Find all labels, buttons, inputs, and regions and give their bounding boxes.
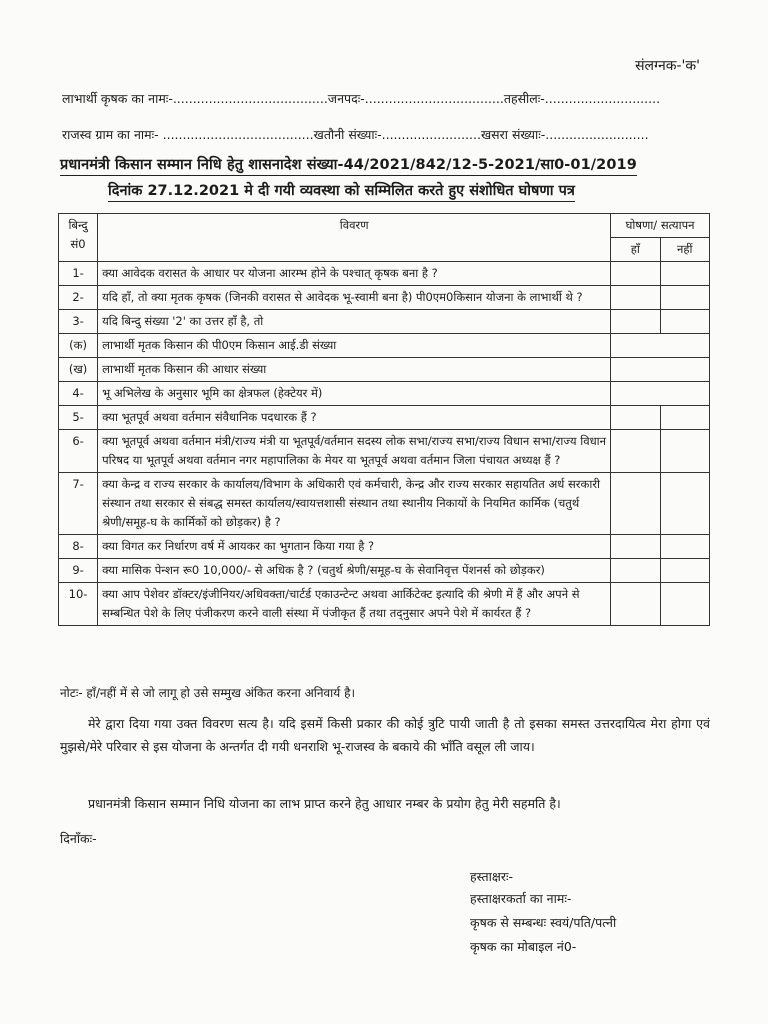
row-description: क्या विगत कर निर्धारण वर्ष में आयकर का भुगतान किया गया है ?: [98, 535, 611, 559]
yes-cell[interactable]: [611, 583, 660, 626]
note-text: नोटः- हाँ/नहीं में से जो लागू हो उसे सम्मुख अंकित करना अनिवार्य है।: [60, 686, 355, 700]
answer-cell[interactable]: [611, 382, 710, 406]
declaration-table: [58, 213, 710, 626]
yes-cell[interactable]: [611, 535, 660, 559]
signature-label: हस्ताक्षरः-: [470, 869, 513, 884]
aadhaar-consent-paragraph: प्रधानमंत्री किसान सम्मान निधि योजना का लाभ प्राप्त करने हेतु आधार नम्बर के प्रयोग हेतु मेरी सहमति है।: [88, 796, 561, 811]
table-row: [59, 583, 710, 626]
row-description: भू अभिलेख के अनुसार भूमि का क्षेत्रफल (हेक्टेयर में): [98, 382, 611, 406]
row-description: क्या भूतपूर्व अथवा वर्तमान संवैधानिक पदधारक हैं ?: [98, 406, 611, 430]
declaration-paragraph: मेरे द्वारा दिया गया उक्त विवरण सत्य है। यदि इसमें किसी प्रकार की कोई त्रुटि पायी जाती है तो इसका समस्त उत्तरदायित्व मेरा होगा एवं मुझसे/मेरे परिवार से इस योजना के अन्तर्गत दी गयी धनराशि भू-राजस्व के बकाये की भाँति वसूल ली जाय।: [60, 716, 710, 754]
col-header-description: विवरण: [98, 214, 611, 262]
answer-cell[interactable]: [611, 334, 710, 358]
yes-cell[interactable]: [611, 406, 660, 430]
row-description: क्या मासिक पेन्शन रू0 10,000/- से अधिक है ? (चतुर्थ श्रेणी/समूह-घ के सेवानिवृत्त पेंशनर्स को छोड़कर): [98, 559, 611, 583]
row-number: 8-: [59, 535, 98, 559]
row-description: क्या भूतपूर्व अथवा वर्तमान मंत्री/राज्य मंत्री या भूतपूर्व/वर्तमान सदस्य लोक सभा/राज्य सभा/राज्य विधान सभा/राज्य विधान परिषद या भूतपूर्व अथवा वर्तमान नगर महापालिका के मेयर या भूतपूर्व अथवा वर्तमान जिला पंचायत अध्यक्ष हैं ?: [98, 430, 611, 473]
col-header-number: बिन्दु सं0: [59, 214, 98, 262]
yes-cell[interactable]: [611, 473, 660, 535]
table-row: [59, 430, 710, 473]
table-row: [59, 286, 710, 310]
row-number: 6-: [59, 430, 98, 473]
row-description: क्या आवेदक वरासत के आधार पर योजना आरम्भ होने के पश्चात् कृषक बना है ?: [98, 262, 611, 286]
no-cell[interactable]: [660, 262, 709, 286]
yes-cell[interactable]: [611, 430, 660, 473]
yes-cell[interactable]: [611, 559, 660, 583]
row-number: 1-: [59, 262, 98, 286]
row-description: क्या आप पेशेवर डॉक्टर/इंजीनियर/अधिवक्ता/चार्टर्ड एकाउन्टेन्ट अथवा आर्किटेक्ट इत्यादि की श्रेणी में हैं और अपने से सम्बन्धित पेशे के लिए पंजीकरण करने वाली संस्था में पंजीकृत हैं तथा तद्नुसार अपने पेशे में कार्यरत हैं ?: [98, 583, 611, 626]
col-header-declaration: घोषणा/ सत्यापन: [611, 214, 710, 238]
table-row: [59, 382, 710, 406]
col-header-no: नहीं: [660, 238, 709, 262]
row-description: क्या केन्द्र व राज्य सरकार के कार्यालय/विभाग के अधिकारी एवं कर्मचारी, केन्द्र और राज्य सरकार सहायतित अर्ध सरकारी संस्थान तथा सरकार से संबद्ध समस्त कार्यालय/स्वायत्तशासी संस्थान तथा स्थानीय निकायों के नियमित कार्मिक (चतुर्थ श्रेणी/समूह-घ के कार्मिकों को छोड़कर) है ?: [98, 473, 611, 535]
yes-cell[interactable]: [611, 310, 660, 334]
no-cell[interactable]: [660, 583, 709, 626]
row-number: 10-: [59, 583, 98, 626]
no-cell[interactable]: [660, 286, 709, 310]
row-description: यदि हाँ, तो क्या मृतक कृषक (जिनकी वरासत से आवेदक भू-स्वामी बना है) पी0एम0किसान योजना के लाभार्थी थे ?: [98, 286, 611, 310]
answer-cell[interactable]: [611, 358, 710, 382]
relation-label: कृषक से सम्बन्धः स्वयं/पति/पत्नी: [470, 915, 617, 930]
no-cell[interactable]: [660, 430, 709, 473]
annex-label: संलग्नक-'क': [635, 58, 700, 74]
form-title-line1: प्रधानमंत्री किसान सम्मान निधि हेतु शासनादेश संख्या-44/2021/842/12-5-2021/सा0-01/2019: [60, 154, 637, 176]
row-number: 2-: [59, 286, 98, 310]
no-cell[interactable]: [660, 310, 709, 334]
row-number: (ख): [59, 358, 98, 382]
no-cell[interactable]: [660, 406, 709, 430]
table-row: [59, 535, 710, 559]
col-header-yes: हाँ: [611, 238, 660, 262]
row-number: (क): [59, 334, 98, 358]
row-description: लाभार्थी मृतक किसान की पी0एम किसान आई.डी संख्या: [98, 334, 611, 358]
table-row: [59, 473, 710, 535]
mobile-label: कृषक का मोबाइल नं0-: [470, 939, 577, 954]
row-number: 9-: [59, 559, 98, 583]
row-number: 4-: [59, 382, 98, 406]
table-row: [59, 406, 710, 430]
yes-cell[interactable]: [611, 286, 660, 310]
signatory-name-label: हस्ताक्षरकर्ता का नामः-: [470, 891, 572, 906]
no-cell[interactable]: [660, 473, 709, 535]
table-row: [59, 262, 710, 286]
table-row: [59, 559, 710, 583]
yes-cell[interactable]: [611, 262, 660, 286]
date-label: दिनाँकः-: [60, 831, 97, 846]
table-row: [59, 334, 710, 358]
row-number: 5-: [59, 406, 98, 430]
row-description: लाभार्थी मृतक किसान की आधार संख्या: [98, 358, 611, 382]
row-description: यदि बिन्दु संख्या '2' का उत्तर हाँ है, तो: [98, 310, 611, 334]
no-cell[interactable]: [660, 535, 709, 559]
table-row: [59, 358, 710, 382]
row-number: 3-: [59, 310, 98, 334]
form-title-line2: दिनांक 27.12.2021 मे दी गयी व्यवस्था को सम्मिलित करते हुए संशोधित घोषणा पत्र: [108, 180, 575, 202]
row-number: 7-: [59, 473, 98, 535]
no-cell[interactable]: [660, 559, 709, 583]
farmer-name-district-tehsil-line: लाभार्थी कृषक का नामः-.......................................जनपदः-...................................तहसीलः-.............................: [62, 91, 661, 106]
table-row: [59, 310, 710, 334]
village-khatauni-khasra-line: राजस्व ग्राम का नामः- ......................................खतौनी संख्याः-.........................खसरा संख्याः-..........................: [62, 127, 649, 142]
